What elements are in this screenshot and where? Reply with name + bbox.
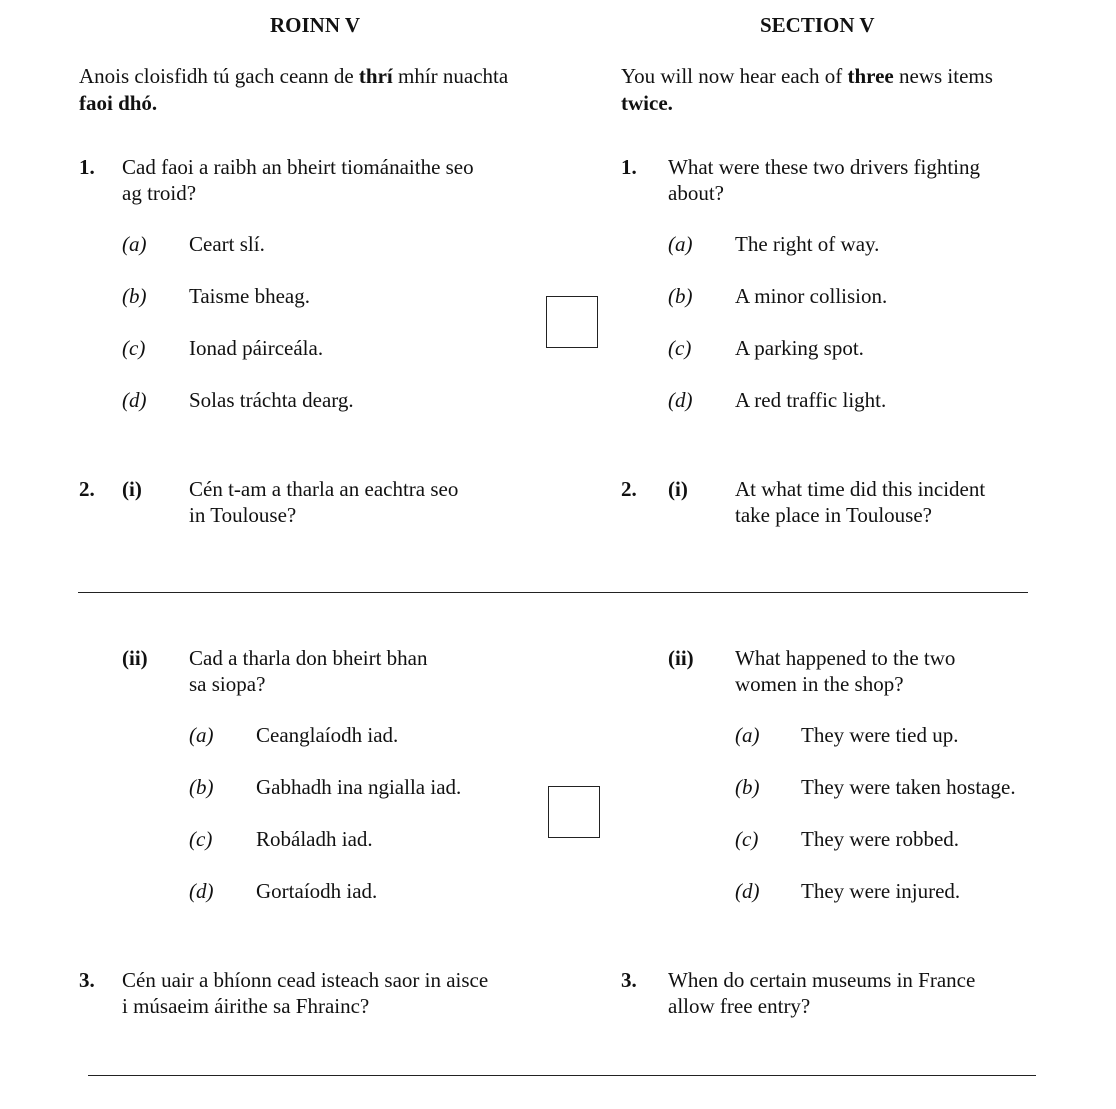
english-q1-option-label: (d) bbox=[668, 388, 693, 412]
english-q2-ii-option-text: They were robbed. bbox=[801, 827, 960, 851]
english-q2-ii-label: (ii) bbox=[668, 646, 694, 670]
irish-q2-ii-label: (ii) bbox=[122, 646, 148, 670]
irish-q1-text-line1: Cad faoi a raibh an bheirt tiománaithe seo bbox=[122, 155, 474, 179]
english-q1-text-line2: about? bbox=[668, 181, 724, 205]
english-q1-option-text: A minor collision. bbox=[735, 284, 888, 308]
irish-q2-i-text-line1: Cén t-am a tharla an eachtra seo bbox=[189, 477, 459, 501]
irish-q3-text-line1: Cén uair a bhíonn cead isteach saor in aisce bbox=[122, 968, 489, 992]
irish-q2-ii-option-label: (c) bbox=[189, 827, 213, 851]
irish-q1-option-label: (d) bbox=[122, 388, 147, 412]
english-q2-ii-option-text: They were tied up. bbox=[801, 723, 959, 747]
english-q1-text-line1: What were these two drivers fighting bbox=[668, 155, 980, 179]
english-q1-option-label: (b) bbox=[668, 284, 693, 308]
english-q2-ii-text-line1: What happened to the two bbox=[735, 646, 956, 670]
english-q1-number: 1. bbox=[621, 155, 637, 179]
english-q1-option-label: (c) bbox=[668, 336, 692, 360]
irish-q1-number: 1. bbox=[79, 155, 95, 179]
irish-q1-option-text: Ceart slí. bbox=[189, 232, 265, 256]
english-section-heading: SECTION V bbox=[760, 13, 875, 37]
english-q2-i-label: (i) bbox=[668, 477, 688, 501]
irish-q2-ii-option-label: (d) bbox=[189, 879, 214, 903]
q1-answer-box[interactable] bbox=[546, 296, 598, 348]
english-q2-ii-option-label: (b) bbox=[735, 775, 760, 799]
english-q2-ii-option-text: They were taken hostage. bbox=[801, 775, 1016, 799]
irish-q3-number: 3. bbox=[79, 968, 95, 992]
irish-q2-ii-option-text: Robáladh iad. bbox=[256, 827, 373, 851]
english-q2-i-text-line1: At what time did this incident bbox=[735, 477, 986, 501]
q3-answer-line[interactable] bbox=[88, 1075, 1036, 1076]
english-intro-line2: twice. bbox=[621, 91, 673, 115]
english-q2-i-text-line2: take place in Toulouse? bbox=[735, 503, 932, 527]
english-q2-number: 2. bbox=[621, 477, 637, 501]
q2-i-answer-line[interactable] bbox=[78, 592, 1028, 593]
english-q2-ii-option-text: They were injured. bbox=[801, 879, 961, 903]
irish-q2-i-label: (i) bbox=[122, 477, 142, 501]
irish-q2-ii-option-text: Gortaíodh iad. bbox=[256, 879, 378, 903]
irish-q2-ii-option-label: (b) bbox=[189, 775, 214, 799]
irish-q3-text-line2: i músaeim áirithe sa Fhrainc? bbox=[122, 994, 370, 1018]
english-q2-ii-option-label: (a) bbox=[735, 723, 760, 747]
irish-q1-option-label: (c) bbox=[122, 336, 146, 360]
irish-section-heading: ROINN V bbox=[270, 13, 361, 37]
irish-q2-ii-option-text: Gabhadh ina ngialla iad. bbox=[256, 775, 462, 799]
english-q1-option-text: A red traffic light. bbox=[735, 388, 887, 412]
irish-q2-ii-text-line1: Cad a tharla don bheirt bhan bbox=[189, 646, 428, 670]
english-q2-ii-text-line2: women in the shop? bbox=[735, 672, 904, 696]
irish-q1-option-text: Taisme bheag. bbox=[189, 284, 310, 308]
english-q3-number: 3. bbox=[621, 968, 637, 992]
q2-ii-answer-box[interactable] bbox=[548, 786, 600, 838]
irish-q2-ii-text-line2: sa siopa? bbox=[189, 672, 266, 696]
irish-q1-option-label: (b) bbox=[122, 284, 147, 308]
english-q2-ii-option-label: (d) bbox=[735, 879, 760, 903]
english-q1-option-text: A parking spot. bbox=[735, 336, 864, 360]
irish-q1-option-label: (a) bbox=[122, 232, 147, 256]
irish-q1-option-text: Solas tráchta dearg. bbox=[189, 388, 354, 412]
irish-intro-line2: faoi dhó. bbox=[79, 91, 158, 115]
irish-q1-text-line2: ag troid? bbox=[122, 181, 197, 205]
irish-q2-i-text-line2: in Toulouse? bbox=[189, 503, 297, 527]
english-q1-option-label: (a) bbox=[668, 232, 693, 256]
irish-q2-ii-option-text: Ceanglaíodh iad. bbox=[256, 723, 399, 747]
english-q3-text-line1: When do certain museums in France bbox=[668, 968, 976, 992]
english-q2-ii-option-label: (c) bbox=[735, 827, 759, 851]
irish-intro-line1: Anois cloisfidh tú gach ceann de thrí mhír nuachta bbox=[79, 64, 509, 88]
english-q3-text-line2: allow free entry? bbox=[668, 994, 811, 1018]
irish-q2-ii-option-label: (a) bbox=[189, 723, 214, 747]
english-intro-line1: You will now hear each of three news items bbox=[621, 64, 993, 88]
irish-q1-option-text: Ionad páirceála. bbox=[189, 336, 324, 360]
irish-q2-number: 2. bbox=[79, 477, 95, 501]
english-q1-option-text: The right of way. bbox=[735, 232, 880, 256]
